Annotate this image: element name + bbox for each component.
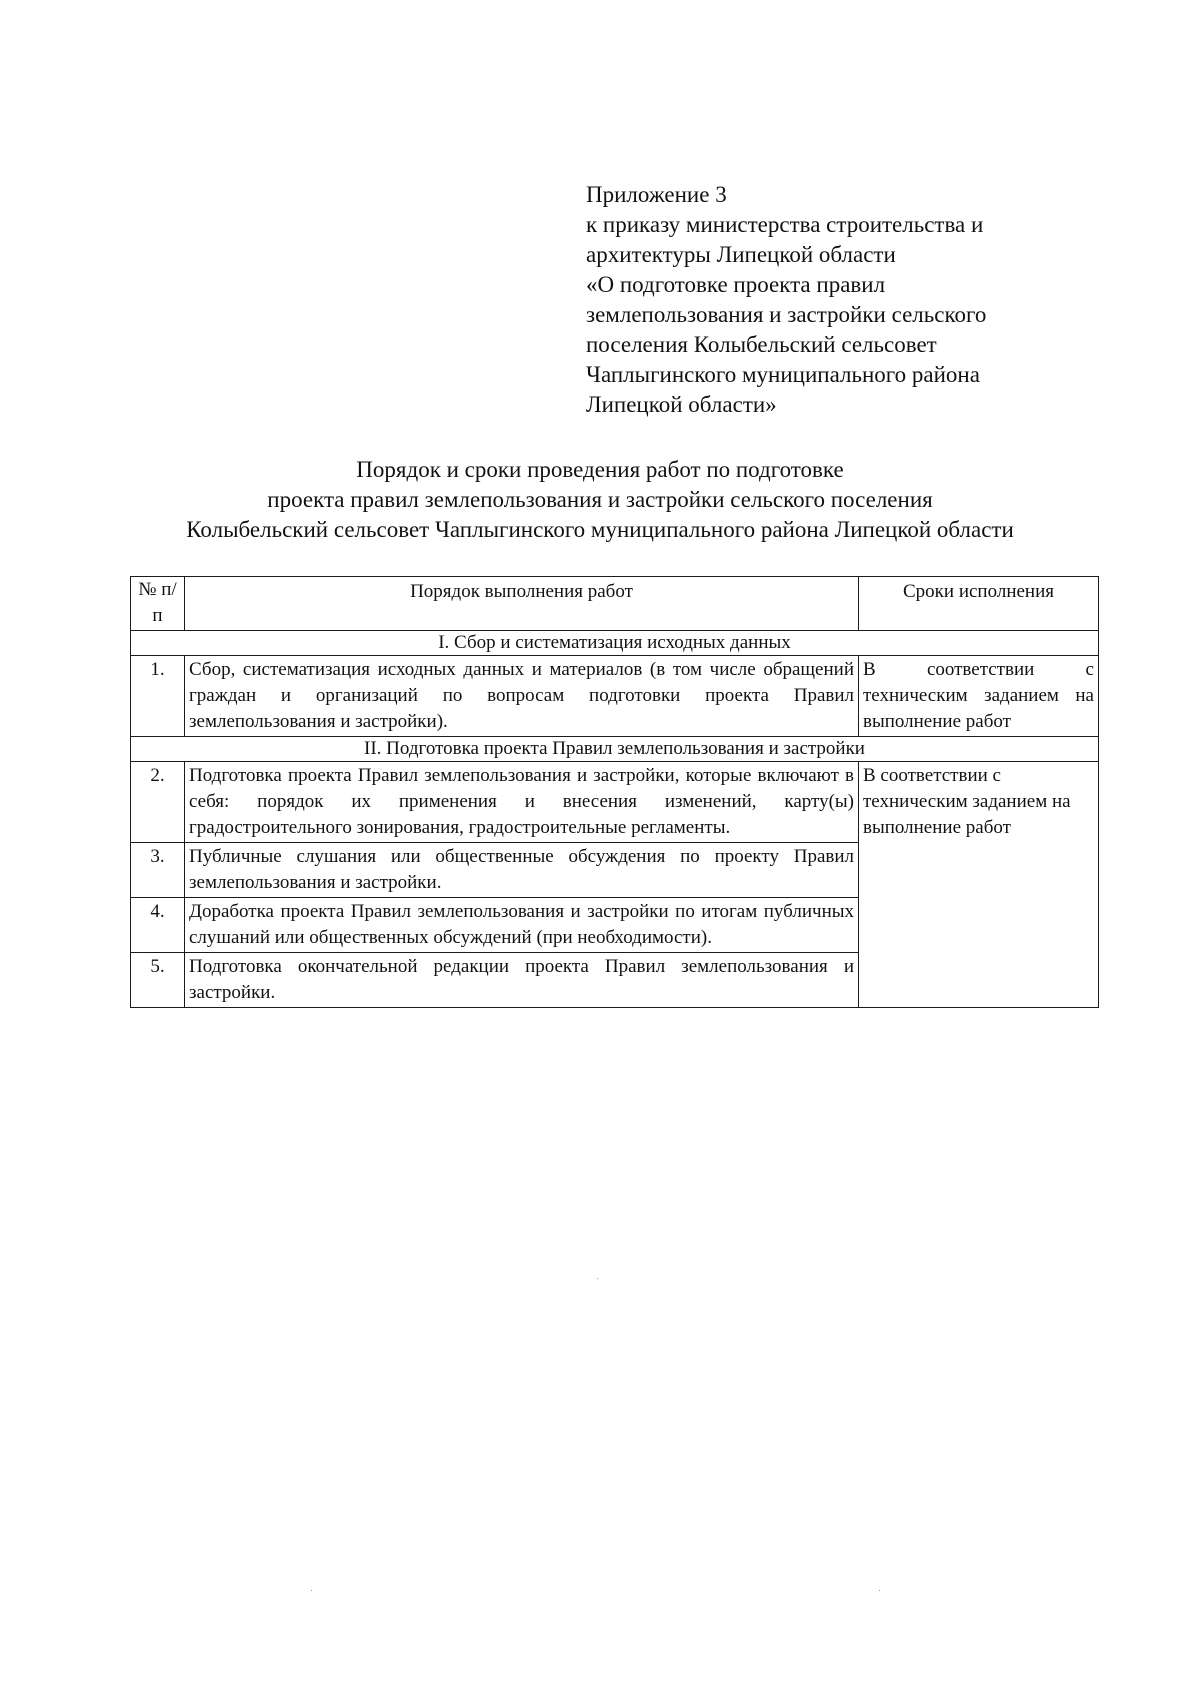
scan-speck bbox=[311, 1590, 312, 1591]
section-title: II. Подготовка проекта Правил землепользования и застройки bbox=[131, 737, 1099, 762]
appendix-block bbox=[586, 180, 1106, 420]
header-number: № п/п bbox=[131, 577, 185, 631]
title-line: Порядок и сроки проведения работ по подготовке bbox=[356, 457, 844, 482]
row-number: 3. bbox=[131, 843, 185, 898]
section-row bbox=[131, 737, 1099, 762]
scan-speck bbox=[879, 1590, 880, 1591]
row-number: 2. bbox=[131, 762, 185, 843]
schedule-table bbox=[130, 576, 1099, 1008]
appendix-line: поселения Колыбельский сельсовет bbox=[586, 332, 937, 357]
document-title bbox=[100, 455, 1100, 545]
row-term-merged: В соответствии с техническим заданием на выполнение работ bbox=[859, 762, 1099, 1008]
title-line: Колыбельский сельсовет Чаплыгинского муниципального района Липецкой области bbox=[186, 517, 1014, 542]
row-number: 4. bbox=[131, 898, 185, 953]
scan-speck bbox=[597, 1278, 598, 1279]
section-title: I. Сбор и систематизация исходных данных bbox=[131, 631, 1099, 656]
appendix-line: Чаплыгинского муниципального района bbox=[586, 362, 980, 387]
row-number: 5. bbox=[131, 953, 185, 1008]
row-term: В соответствии с техническим заданием на выполнение работ bbox=[859, 656, 1099, 737]
appendix-line: землепользования и застройки сельского bbox=[586, 302, 987, 327]
appendix-line: «О подготовке проекта правил bbox=[586, 272, 886, 297]
row-work: Публичные слушания или общественные обсуждения по проекту Правил землепользования и застройки. bbox=[185, 843, 859, 898]
table-row bbox=[131, 656, 1099, 737]
row-work: Доработка проекта Правил землепользования и застройки по итогам публичных слушаний или общественных обсуждений (при необходимости). bbox=[185, 898, 859, 953]
row-number: 1. bbox=[131, 656, 185, 737]
table-header-row bbox=[131, 577, 1099, 631]
appendix-line: архитектуры Липецкой области bbox=[586, 242, 896, 267]
row-work: Сбор, систематизация исходных данных и материалов (в том числе обращений граждан и организаций по вопросам подготовки проекта Правил землепользования и застройки). bbox=[185, 656, 859, 737]
appendix-line: Приложение 3 bbox=[586, 182, 727, 207]
schedule-table-wrapper bbox=[130, 576, 1098, 1008]
appendix-line: к приказу министерства строительства и bbox=[586, 212, 984, 237]
row-work: Подготовка проекта Правил землепользования и застройки, которые включают в себя: порядок их применения и внесения изменений, карту(ы) градостроительного зонирования, градостроительные регламенты. bbox=[185, 762, 859, 843]
header-work: Порядок выполнения работ bbox=[185, 577, 859, 631]
section-row bbox=[131, 631, 1099, 656]
title-line: проекта правил землепользования и застройки сельского поселения bbox=[267, 487, 933, 512]
row-work: Подготовка окончательной редакции проекта Правил землепользования и застройки. bbox=[185, 953, 859, 1008]
header-term: Сроки исполнения bbox=[859, 577, 1099, 631]
table-row bbox=[131, 762, 1099, 843]
appendix-line: Липецкой области» bbox=[586, 392, 777, 417]
